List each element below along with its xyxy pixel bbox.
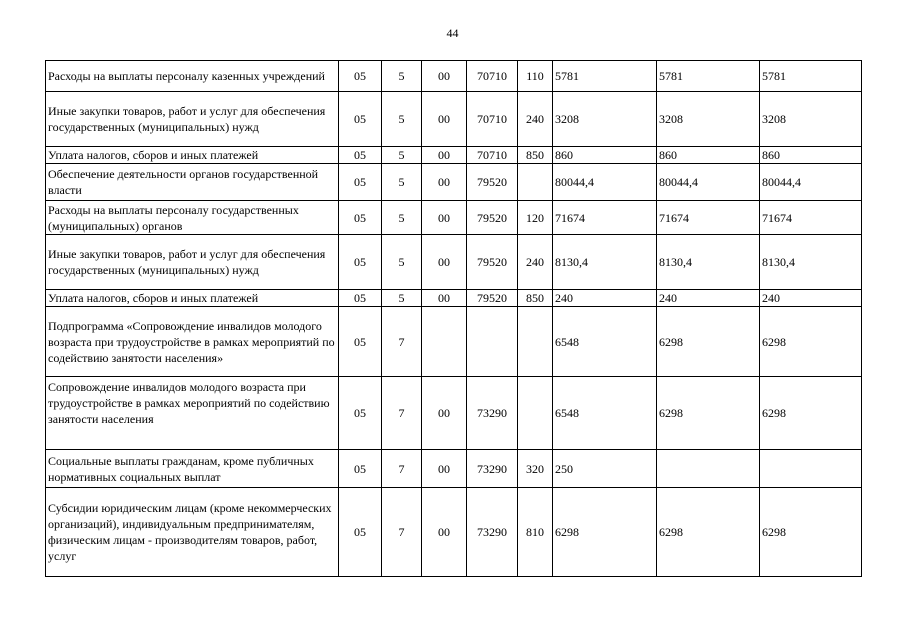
amount-year-1: 3208 (553, 92, 657, 147)
section-code: 05 (339, 164, 382, 201)
article-code: 70710 (467, 147, 518, 164)
program-code: 7 (382, 488, 422, 577)
expense-name: Иные закупки товаров, работ и услуг для обеспечения государственных (муниципальных) нужд (46, 235, 339, 290)
amount-year-3: 6298 (760, 377, 862, 450)
expense-type-code (518, 377, 553, 450)
expense-name: Расходы на выплаты персоналу государственных (муниципальных) органов (46, 201, 339, 235)
expense-type-code: 120 (518, 201, 553, 235)
subprogram-code: 00 (422, 235, 467, 290)
article-code: 79520 (467, 164, 518, 201)
expense-type-code: 850 (518, 147, 553, 164)
amount-year-1: 5781 (553, 61, 657, 92)
expense-type-code (518, 164, 553, 201)
subprogram-code: 00 (422, 61, 467, 92)
amount-year-3: 80044,4 (760, 164, 862, 201)
expense-name: Уплата налогов, сборов и иных платежей (46, 147, 339, 164)
amount-year-2: 8130,4 (657, 235, 760, 290)
section-code: 05 (339, 377, 382, 450)
amount-year-3: 5781 (760, 61, 862, 92)
amount-year-2: 6298 (657, 307, 760, 377)
expense-name: Сопровождение инвалидов молодого возраста при трудоустройстве в рамках мероприятий по содействию занятости населения (46, 377, 339, 450)
amount-year-1: 80044,4 (553, 164, 657, 201)
amount-year-3: 860 (760, 147, 862, 164)
program-code: 5 (382, 164, 422, 201)
amount-year-3: 6298 (760, 488, 862, 577)
expense-name: Субсидии юридическим лицам (кроме некоммерческих организаций), индивидуальным предпринимателям, физическим лицам - производителям товаров, работ, услуг (46, 488, 339, 577)
section-code: 05 (339, 61, 382, 92)
section-code: 05 (339, 92, 382, 147)
subprogram-code: 00 (422, 92, 467, 147)
amount-year-2: 80044,4 (657, 164, 760, 201)
article-code: 70710 (467, 92, 518, 147)
subprogram-code: 00 (422, 147, 467, 164)
expense-type-code: 320 (518, 450, 553, 488)
table-row (46, 488, 862, 577)
program-code: 7 (382, 307, 422, 377)
table-row (46, 235, 862, 290)
amount-year-2: 860 (657, 147, 760, 164)
article-code: 73290 (467, 377, 518, 450)
article-code: 79520 (467, 290, 518, 307)
expense-type-code (518, 307, 553, 377)
section-code: 05 (339, 147, 382, 164)
section-code: 05 (339, 235, 382, 290)
article-code: 79520 (467, 201, 518, 235)
section-code: 05 (339, 201, 382, 235)
program-code: 5 (382, 61, 422, 92)
subprogram-code: 00 (422, 164, 467, 201)
amount-year-2 (657, 450, 760, 488)
subprogram-code: 00 (422, 290, 467, 307)
article-code (467, 307, 518, 377)
program-code: 5 (382, 290, 422, 307)
table-row (46, 201, 862, 235)
article-code: 73290 (467, 450, 518, 488)
article-code: 73290 (467, 488, 518, 577)
amount-year-1: 71674 (553, 201, 657, 235)
amount-year-2: 5781 (657, 61, 760, 92)
amount-year-1: 6298 (553, 488, 657, 577)
section-code: 05 (339, 450, 382, 488)
amount-year-2: 6298 (657, 377, 760, 450)
table-row (46, 307, 862, 377)
subprogram-code (422, 307, 467, 377)
amount-year-1: 6548 (553, 377, 657, 450)
expense-type-code: 240 (518, 92, 553, 147)
expense-name: Подпрограмма «Сопровождение инвалидов молодого возраста при трудоустройстве в рамках мероприятий по содействию занятости населения» (46, 307, 339, 377)
amount-year-3: 6298 (760, 307, 862, 377)
amount-year-3: 240 (760, 290, 862, 307)
amount-year-2: 6298 (657, 488, 760, 577)
program-code: 5 (382, 147, 422, 164)
table-row (46, 377, 862, 450)
expense-name: Обеспечение деятельности органов государственной власти (46, 164, 339, 201)
program-code: 5 (382, 201, 422, 235)
expense-type-code: 240 (518, 235, 553, 290)
table-row (46, 147, 862, 164)
expense-name: Социальные выплаты гражданам, кроме публичных нормативных социальных выплат (46, 450, 339, 488)
amount-year-1: 860 (553, 147, 657, 164)
expense-type-code: 850 (518, 290, 553, 307)
amount-year-2: 240 (657, 290, 760, 307)
amount-year-3: 3208 (760, 92, 862, 147)
program-code: 7 (382, 450, 422, 488)
subprogram-code: 00 (422, 201, 467, 235)
section-code: 05 (339, 488, 382, 577)
section-code: 05 (339, 290, 382, 307)
subprogram-code: 00 (422, 488, 467, 577)
amount-year-1: 8130,4 (553, 235, 657, 290)
program-code: 5 (382, 92, 422, 147)
article-code: 79520 (467, 235, 518, 290)
expense-type-code: 810 (518, 488, 553, 577)
subprogram-code: 00 (422, 450, 467, 488)
program-code: 5 (382, 235, 422, 290)
amount-year-2: 71674 (657, 201, 760, 235)
table-row (46, 61, 862, 92)
expense-name: Уплата налогов, сборов и иных платежей (46, 290, 339, 307)
amount-year-3: 8130,4 (760, 235, 862, 290)
amount-year-2: 3208 (657, 92, 760, 147)
amount-year-1: 250 (553, 450, 657, 488)
budget-table (45, 60, 862, 577)
expense-name: Расходы на выплаты персоналу казенных учреждений (46, 61, 339, 92)
section-code: 05 (339, 307, 382, 377)
amount-year-1: 6548 (553, 307, 657, 377)
table-row (46, 290, 862, 307)
table-row (46, 164, 862, 201)
expense-name: Иные закупки товаров, работ и услуг для обеспечения государственных (муниципальных) нужд (46, 92, 339, 147)
expense-type-code: 110 (518, 61, 553, 92)
page-number: 44 (446, 26, 459, 40)
amount-year-3: 71674 (760, 201, 862, 235)
program-code: 7 (382, 377, 422, 450)
table-row (46, 450, 862, 488)
amount-year-3 (760, 450, 862, 488)
subprogram-code: 00 (422, 377, 467, 450)
table-row (46, 92, 862, 147)
amount-year-1: 240 (553, 290, 657, 307)
article-code: 70710 (467, 61, 518, 92)
